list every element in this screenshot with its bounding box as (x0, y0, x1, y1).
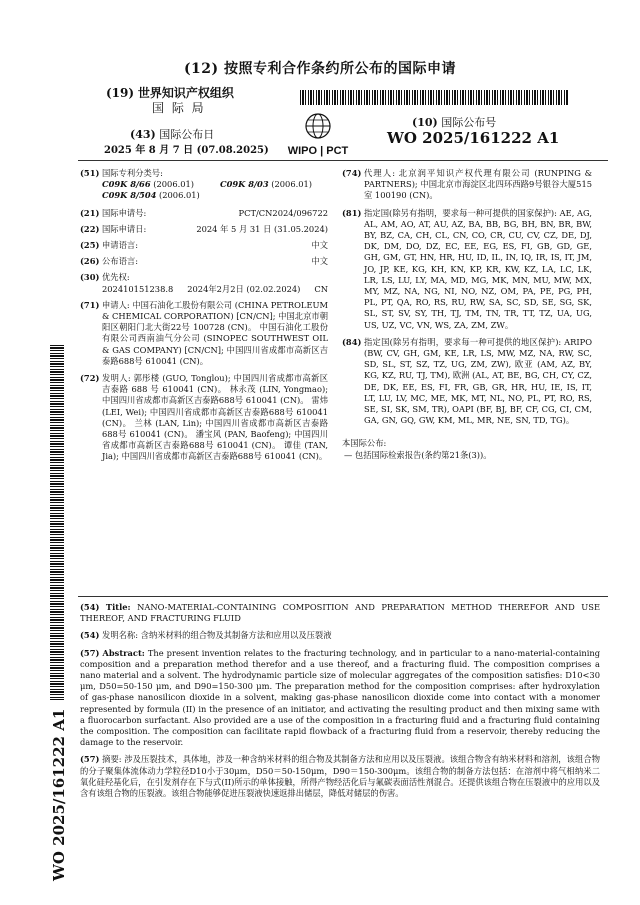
field-21 (80, 208, 328, 219)
field-26-num: (26) (80, 256, 100, 267)
field-72-text: 发明人: 郭彤楼 (GUO, Tonglou); 中国四川省成都市高新区吉泰路 688 号 610041 (CN)。 林永茂 (LIN, Yongmao); 中国四川省成都市高新区吉泰路688号 610041 (CN)。 雷炜 (LEI, Wei); 中国四川省成都市高新区吉泰路688号 610041 (CN)。 兰林 (LAN, Lin); 中国四川省成都市高新区吉泰路688号 610041 (CN)。 潘宝风 (PAN, Baofeng); 中国四川省成都市高新区吉泰路688号 610041 (CN)。 谭佳 (TAN, Jia); 中国四川省成都市高新区吉泰路688号 610041 (CN)。 (102, 373, 328, 462)
field-25-label: 申请语言: (102, 240, 138, 251)
field-51-label: 国际专利分类号: (102, 168, 163, 178)
field-84 (342, 337, 592, 427)
pubdate-title: 国际公布日 (159, 128, 215, 141)
field-81 (342, 208, 592, 331)
field-71-num: (71) (80, 299, 100, 310)
publication-item: — 包括国际检索报告(条约第21条(3))。 (344, 449, 492, 460)
field-84-text: 指定国(除另有指明，要求每一种可提供的地区保护): ARIPO (BW, CV, GH, GM, KE, LR, LS, MW, MZ, NA, RW, SC, SD, SL, ST, SZ, TZ, UG, ZM, ZW), 欧亚 (AM, AZ, BY, KG, KZ, RU, TJ, TM), 欧洲 (AL, AT, BE, BG, CH, CY, CZ, DE, DK, EE, ES, FI, FR, GB, GR, HR, HU, IE, IS, IT, LT, LU, LV, MC, ME, MK, MT, NL, NO, PL, PT, RO, RS, SE, SI, SK, SM, TR), OAPI (BF, BJ, BF, CF, CG, CI, CM, GA, GN, GQ, GW, KM, ML, MR, NE, SN, TD, TG)。 (364, 336, 592, 426)
side-pub-number: WO 2025/161222 A1 (50, 708, 68, 882)
header-divider (78, 160, 608, 161)
pubno-title: 国际公布号 (441, 116, 497, 129)
ipc-code: C09K 8/504 (102, 190, 157, 201)
field-30 (80, 272, 328, 283)
field-57-zh (80, 754, 600, 799)
field-25-num: (25) (80, 240, 100, 251)
field-72-num: (72) (80, 373, 100, 384)
wipo-globe-icon (268, 112, 368, 140)
field-57b-num: (57) (80, 754, 100, 765)
bottom-section (80, 602, 600, 799)
pubdate-value: 2025 年 8 月 7 日 (07.08.2025) (104, 145, 269, 156)
field-54-zh (80, 630, 600, 641)
side-barcode (50, 345, 64, 700)
field-81-num: (81) (342, 207, 362, 218)
field-51 (80, 168, 328, 179)
pubdate-heading (130, 126, 214, 142)
ipc-date: (2006.01) (153, 179, 195, 190)
field-54-zh-text: 含纳米材料的组合物及其制备方法和应用以及压裂液 (140, 630, 332, 641)
field-51-num: (51) (80, 168, 100, 178)
field-71-text: 申请人: 中国石油化工股份有限公司 (CHINA PETROLEUM & CHEMICAL CORPORATION) [CN/CN]; 中国北京市朝阳区朝阳门北大街22号 100728 (CN)。 中国石油化工股份有限公司西南油气分公司 (SINOPEC SOUTHWEST OIL & GAS COMPANY) [CN/CN]; 中国四川省成都市高新区吉泰路688号 610041 (CN)。 (102, 299, 328, 366)
field-71 (80, 300, 328, 367)
field-26-label: 公布语言: (102, 256, 138, 267)
priority-cc: CN (314, 283, 328, 294)
field-26 (80, 256, 328, 267)
priority-date: 2024年2月2日 (02.02.2024) (187, 283, 301, 294)
field-21-label: 国际申请号: (102, 207, 147, 218)
field-22 (80, 224, 328, 235)
field-57-num: (57) (80, 647, 100, 658)
ipc-list (102, 179, 328, 201)
field-26-value: 中文 (311, 256, 328, 267)
field-84-num: (84) (342, 336, 362, 347)
left-column (80, 168, 328, 463)
priority-row (102, 284, 328, 295)
field-25-value: 中文 (311, 240, 328, 251)
org-name: 世界知识产权组织 (137, 86, 234, 100)
priority-app: 202410151238.8 (102, 283, 174, 294)
ipc-date: (2006.01) (271, 179, 313, 190)
ipc-code: C09K 8/66 (102, 179, 151, 190)
field-22-label: 国际申请日: (102, 223, 147, 234)
field-22-value: 2024 年 5 月 31 日 (31.05.2024) (196, 223, 328, 234)
field-54-zh-label: 发明名称: (102, 630, 139, 641)
field-30-label: 优先权: (102, 272, 130, 283)
pubno-heading (412, 114, 496, 130)
ipc-code: C09K 8/03 (220, 179, 269, 190)
field-25 (80, 240, 328, 251)
wipo-logo (268, 112, 368, 157)
pubno-value: WO 2025/161222 A1 (387, 129, 560, 147)
publication-label: 本国际公布: (342, 438, 387, 449)
field-72 (80, 373, 328, 463)
field-57-zh-label: 摘要: (102, 754, 122, 765)
field-57-en-label: Abstract: (102, 647, 145, 658)
ipc-date: (2006.01) (159, 190, 200, 201)
field-54-en-text: NANO-MATERIAL-CONTAINING COMPOSITION AND PREPARATION METHOD THEREFOR AND USE THEREOF, AND FRACTURING FLUID (80, 602, 601, 624)
field-22-num: (22) (80, 223, 100, 234)
field-57-zh-text: 涉及压裂技术，具体地，涉及一种含纳米材料的组合物及其制备方法和应用以及压裂液。该组合物含有纳米材料和溶剂，该组合物的分子聚集体流体动力学粒径D10小于30μm，D50＝50-150μm，D90＝150-300μm。该组合物的制备方法包括：在溶剂中将气相纳米二氧化硅羟基化后，在引发剂存在下与式(II)所示的单体接触，所得产物经活化后与氟碳表面活性剂混合。还提供该组合物在压裂液中的应用以及含有该组合物的压裂液。该组合物能够促进压裂液快速返排出储层，降低对储层的伤害。 (80, 754, 600, 799)
field-74-text: 代理人: 北京润平知识产权代理有限公司 (RUNPING & PARTNERS); 中国北京市海淀区北四环西路9号银谷大厦515室 100190 (CN)。 (364, 168, 592, 201)
wipo-logo-text: WIPO | PCT (287, 145, 349, 157)
top-barcode (300, 90, 568, 105)
document-title: (12) 按照专利合作条约所公布的国际申请 (183, 61, 457, 77)
field-54-en (80, 602, 600, 624)
field-21-value: PCT/CN2024/096722 (238, 207, 328, 218)
field-74-num: (74) (342, 168, 362, 178)
org-sub: 国 际 局 (152, 101, 206, 115)
field-74 (342, 168, 592, 202)
org-label: (19) (106, 86, 135, 100)
field-57-en (80, 648, 600, 749)
field-21-num: (21) (80, 207, 100, 218)
pubno-label: (10) (412, 116, 438, 129)
field-57-en-text: The present invention relates to the fracturing technology, and in particular to a nano-material-containing composition and a preparation method therefor and a use thereof, and a fracturing fluid. The composition comprises a nano material and a solvent. The hydrodynamic particle size of molecular aggregates of the composition satisfies: D10<30 μm, D50=50-150 μm, and D90=150-300 μm. The preparation method for the composition comprises: after hydroxylation of gas-phase nanosilicon dioxide in a solvent, making gas-phase nanosilicon dioxide come into contact with a monomer represented by formula (II) in the presence of an initiator, and activating the resulting product and then mixing same with a fluorocarbon surfactant. Also provided are a use of the composition in a fracturing fluid and a fracturing fluid containing the composition. The composition can facilitate rapid flowback of a fracturing fluid from a reservoir, thereby reducing the damage to the reservoir. (80, 647, 600, 748)
field-30-num: (30) (80, 272, 100, 283)
field-81-text: 指定国(除另有指明，要求每一种可提供的国家保护): AE, AG, AL, AM, AO, AT, AU, AZ, BA, BB, BG, BH, BN, BR, BW, BY, BZ, CA, CH, CL, CN, CO, CR, CU, CV, CZ, DE, DJ, DK, DM, DO, DZ, EC, EE, EG, ES, FI, GB, GD, GE, GH, GM, GT, HN, HR, HU, ID, IL, IN, IQ, IR, IS, IT, JM, JO, JP, KE, KG, KH, KN, KP, KR, KW, KZ, LA, LC, LK, LR, LS, LU, LY, MA, MD, MG, MK, MN, MU, MW, MX, MY, MZ, NA, NG, NI, NO, NZ, OM, PA, PE, PG, PH, PL, PT, QA, RO, RS, RU, RW, SA, SC, SD, SE, SG, SK, SL, ST, SV, SY, TH, TJ, TM, TN, TR, TT, TZ, UA, UG, US, UZ, VC, VN, WS, ZA, ZM, ZW。 (364, 207, 592, 330)
right-column (342, 168, 592, 461)
pubdate-label: (43) (130, 128, 156, 141)
field-54-num: (54) (80, 602, 100, 612)
bottom-divider (78, 596, 608, 597)
field-54-en-label: Title: (105, 602, 131, 612)
field-54b-num: (54) (80, 630, 100, 641)
